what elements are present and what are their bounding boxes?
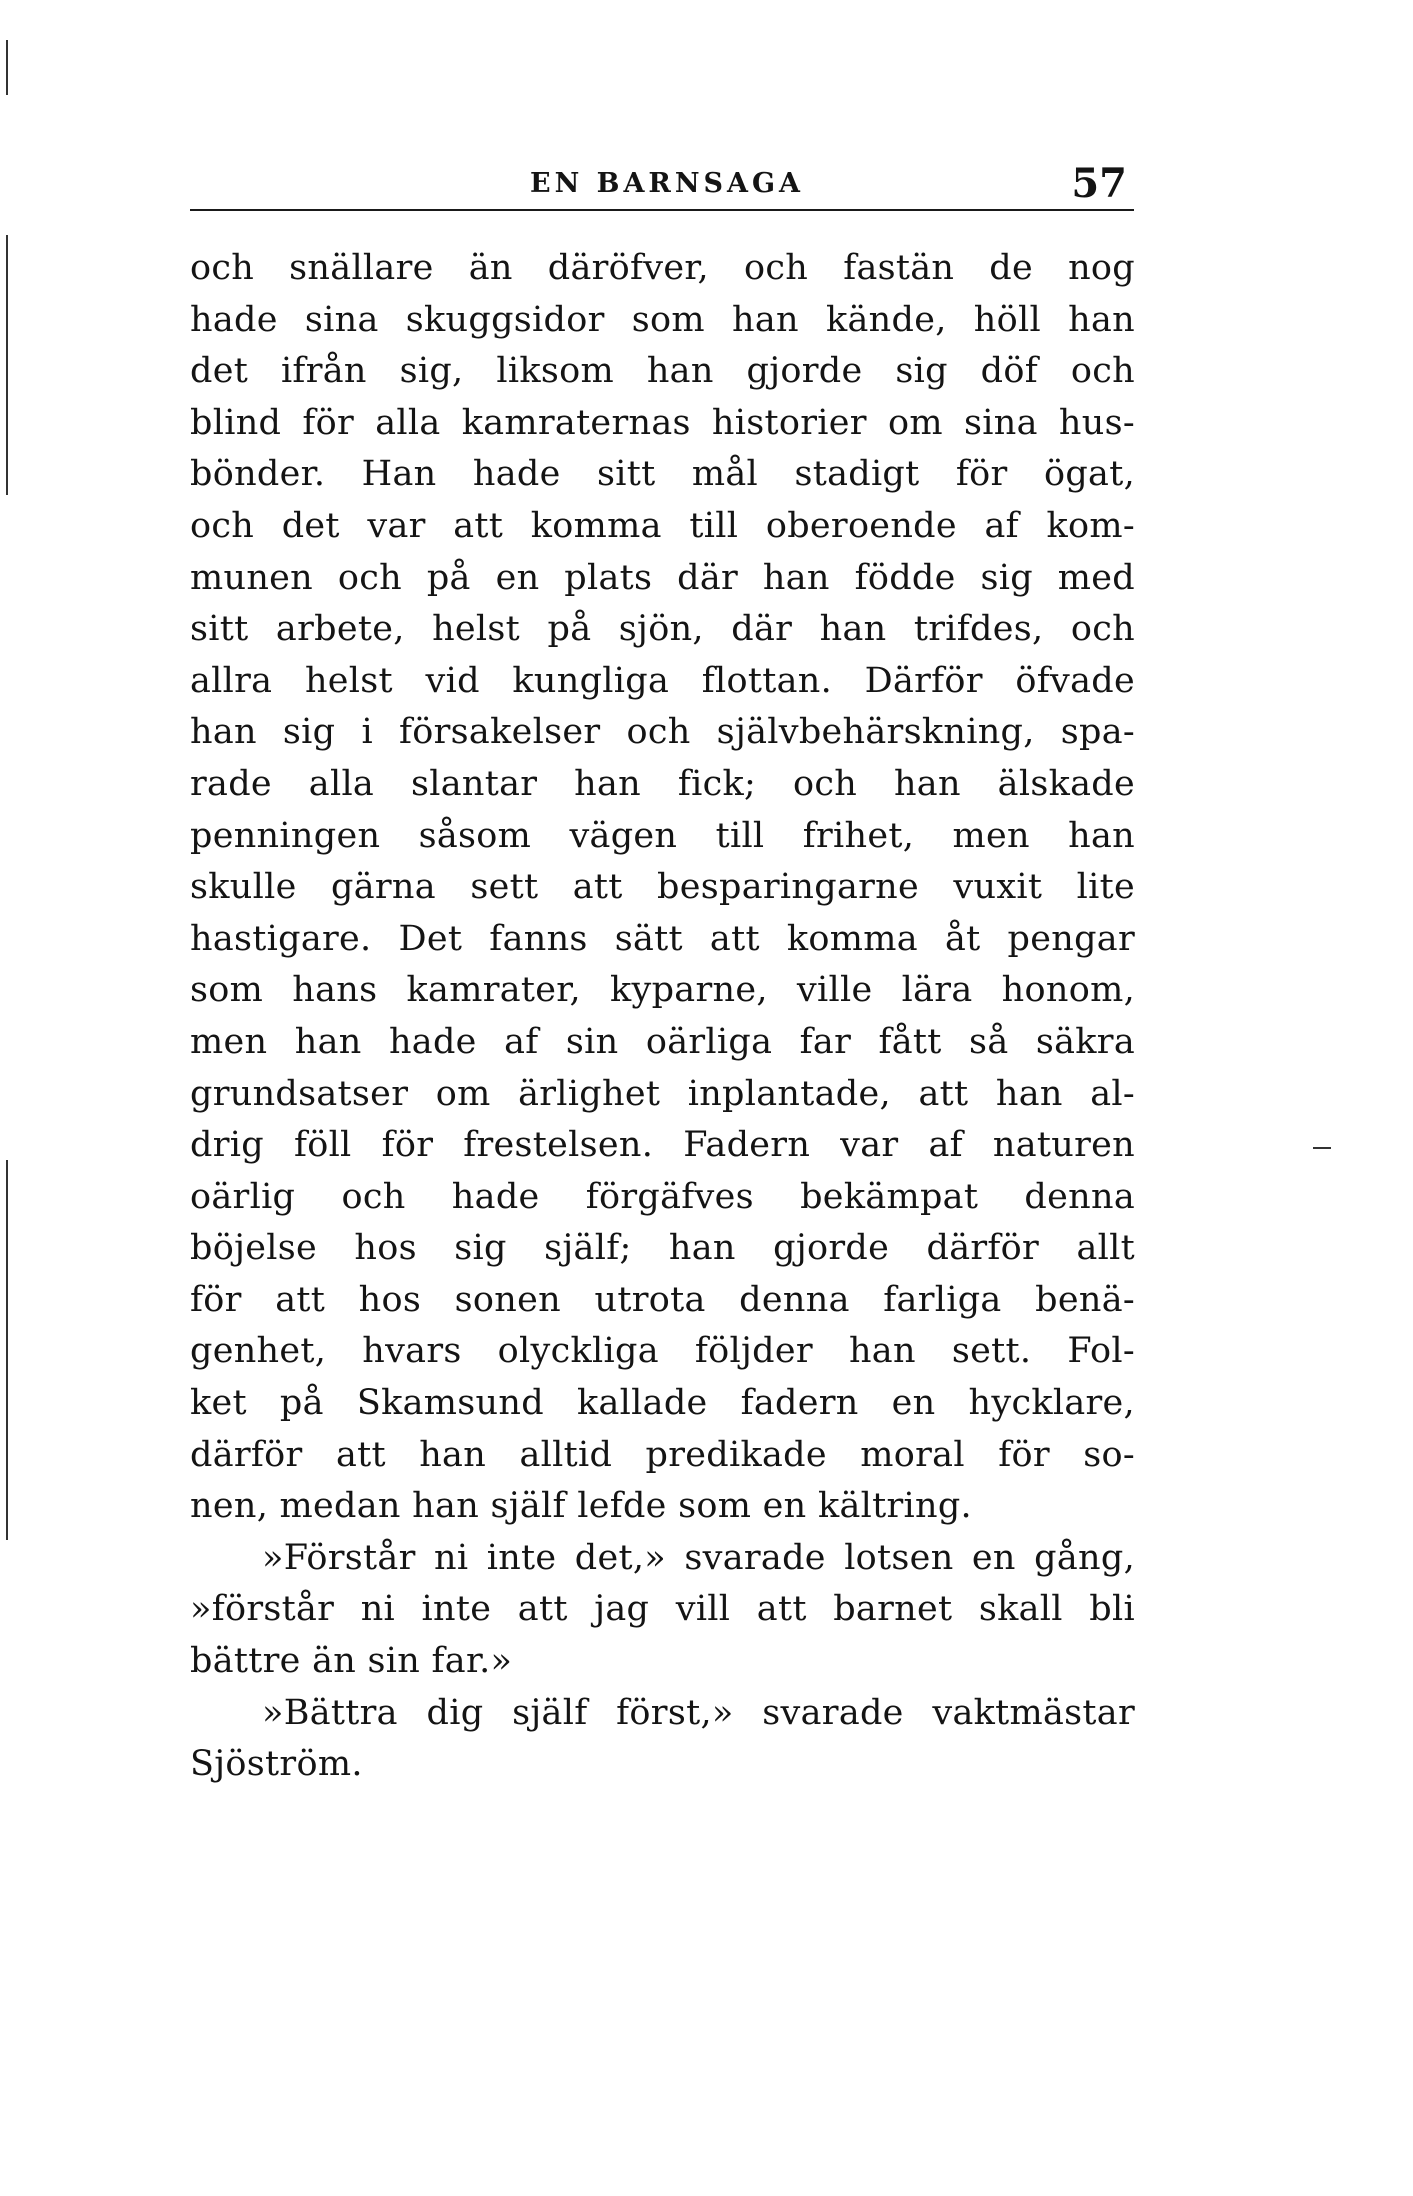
text-line: genhet, hvars olyckliga följder han sett. Fol-	[190, 1331, 1135, 1372]
text-line: hade sina skuggsidor som han kände, höll han	[190, 299, 1135, 340]
scan-mark-left-top	[6, 40, 8, 95]
header-rule	[190, 209, 1134, 211]
scan-mark-left-low	[6, 1160, 8, 1540]
text-line: blind för alla kamraternas historier om sina hus-	[190, 402, 1135, 443]
text-line: sitt arbete, helst på sjön, där han trifdes, och	[190, 609, 1135, 650]
text-line: penningen såsom vägen till frihet, men han	[190, 815, 1135, 856]
text-line: böjelse hos sig själf; han gjorde därför allt	[190, 1228, 1135, 1269]
text-line: »Förstår ni inte det,» svarade lotsen en gång,	[262, 1537, 1135, 1578]
text-line: men han hade af sin oärliga far fått så säkra	[190, 1021, 1135, 1062]
text-line: »Bättra dig själf först,» svarade vaktmästar	[262, 1692, 1135, 1733]
text-line: skulle gärna sett att besparingarne vuxit lite	[190, 867, 1135, 908]
text-line: och snällare än däröfver, och fastän de nog	[190, 248, 1135, 288]
text-line: munen och på en plats där han födde sig med	[190, 557, 1135, 598]
scan-mark-right	[1313, 1147, 1331, 1149]
text-line: för att hos sonen utrota denna farliga benä-	[190, 1279, 1135, 1320]
text-line: han sig i försakelser och självbehärskning, spa-	[190, 712, 1135, 753]
running-head	[190, 160, 1135, 210]
text-line: ket på Skamsund kallade fadern en hycklare,	[190, 1383, 1135, 1424]
text-line: och det var att komma till oberoende af kom-	[190, 505, 1135, 546]
text-line: drig föll för frestelsen. Fadern var af naturen	[190, 1125, 1135, 1166]
text-line: det ifrån sig, liksom han gjorde sig döf och	[190, 351, 1135, 392]
text-line: bättre än sin far.»	[190, 1641, 513, 1682]
text-line: allra helst vid kungliga flottan. Därför öfvade	[190, 660, 1135, 701]
text-line: därför att han alltid predikade moral för so-	[190, 1434, 1135, 1475]
text-line: nen, medan han själf lefde som en kältring.	[190, 1486, 972, 1527]
text-line: bönder. Han hade sitt mål stadigt för ögat,	[190, 454, 1135, 495]
text-line: »förstår ni inte att jag vill att barnet skall bli	[190, 1589, 1135, 1630]
page-number: 57	[1071, 160, 1127, 207]
body-text	[190, 243, 1135, 1791]
scan-mark-left-mid	[6, 235, 8, 495]
text-line: Sjöström.	[190, 1744, 363, 1785]
text-line: grundsatser om ärlighet inplantade, att han al-	[190, 1073, 1135, 1114]
text-line: hastigare. Det fanns sätt att komma åt pengar	[190, 918, 1135, 959]
text-line: oärlig och hade förgäfves bekämpat denna	[190, 1176, 1135, 1217]
text-line: rade alla slantar han fick; och han älskade	[190, 763, 1135, 804]
text-line: som hans kamrater, kyparne, ville lära honom,	[190, 970, 1135, 1011]
running-title: EN BARNSAGA	[530, 168, 805, 199]
